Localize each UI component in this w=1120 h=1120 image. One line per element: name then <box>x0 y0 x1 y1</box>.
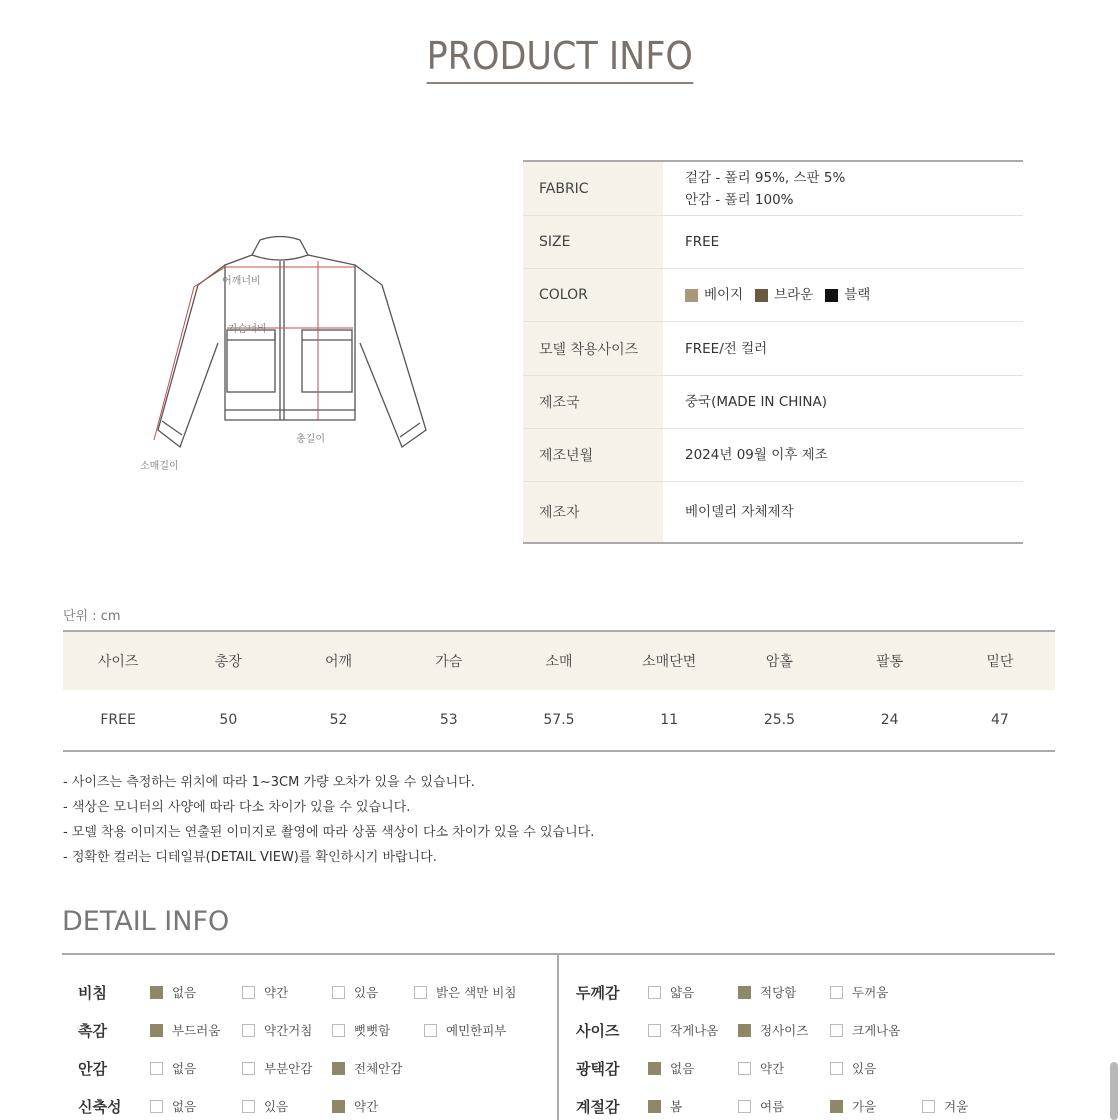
option-label: 부드러움 <box>172 1023 221 1038</box>
info-row-date <box>523 429 1023 482</box>
option-label: 겨울 <box>944 1099 969 1114</box>
option-label: 있음 <box>264 1099 289 1114</box>
option-label: 예민한피부 <box>446 1023 507 1038</box>
detail-key: 계절감 <box>576 1097 620 1116</box>
beige-swatch <box>685 289 698 302</box>
table-cell: 52 <box>329 712 348 728</box>
detail-option <box>830 1059 876 1077</box>
jacket-illustration <box>130 225 440 485</box>
info-value: 중국(MADE IN CHINA) <box>685 394 827 410</box>
info-row-fabric <box>523 162 1023 216</box>
table-cell: 50 <box>219 712 238 728</box>
detail-option <box>648 1021 738 1039</box>
detail-key: 사이즈 <box>576 1021 620 1040</box>
option-label: 봄 <box>670 1099 683 1114</box>
detail-option <box>738 1097 830 1115</box>
checkbox-checked <box>738 1024 751 1037</box>
option-label: 있음 <box>852 1061 877 1076</box>
detail-option <box>648 983 738 1001</box>
option-label: 여름 <box>760 1099 785 1114</box>
color-name: 브라운 <box>774 287 814 303</box>
checkbox-checked <box>738 986 751 999</box>
detail-divider-vertical <box>557 955 559 1120</box>
info-key: 제조년월 <box>523 429 663 481</box>
detail-row-transparency <box>62 982 516 1002</box>
checkbox-empty <box>242 1100 255 1113</box>
detail-key: 촉감 <box>78 1021 107 1040</box>
checkbox-empty <box>738 1062 751 1075</box>
checkbox-empty <box>242 1062 255 1075</box>
info-row-color <box>523 269 1023 322</box>
info-value: FREE <box>685 234 720 250</box>
info-key: 제조자 <box>523 482 663 542</box>
option-label: 없음 <box>172 985 197 1000</box>
option-label: 약간 <box>760 1061 785 1076</box>
header-cell: 사이즈 <box>97 654 139 670</box>
table-cell: 57.5 <box>543 712 575 728</box>
detail-option <box>648 1059 738 1077</box>
checkbox-empty <box>738 1100 751 1113</box>
checkbox-empty <box>332 986 345 999</box>
detail-option <box>738 1059 830 1077</box>
option-label: 약간거침 <box>264 1023 313 1038</box>
detail-option <box>414 983 516 1001</box>
fabric-line: 겉감 - 폴리 95%, 스판 5% <box>685 169 846 186</box>
detail-row-thickness <box>560 982 888 1002</box>
size-notes <box>63 770 594 870</box>
detail-option <box>332 1059 402 1077</box>
header-cell: 밑단 <box>986 654 1014 670</box>
info-key: FABRIC <box>523 162 663 215</box>
note-line: - 색상은 모니터의 사양에 따라 다소 차이가 있을 수 있습니다. <box>63 800 411 815</box>
size-unit: 단위 : cm <box>63 609 121 624</box>
color-name: 블랙 <box>844 287 871 303</box>
detail-option <box>150 1097 242 1115</box>
table-cell: 24 <box>880 712 899 728</box>
checkbox-empty <box>424 1024 437 1037</box>
info-key: COLOR <box>523 269 663 321</box>
detail-info-title: DETAIL INFO <box>62 906 230 937</box>
info-value: 2024년 09월 이후 제조 <box>685 447 828 463</box>
detail-row-season <box>560 1096 968 1116</box>
table-cell: 47 <box>990 712 1009 728</box>
detail-option <box>830 1097 922 1115</box>
option-label: 가을 <box>852 1099 877 1114</box>
page-title <box>0 34 1120 84</box>
detail-option <box>830 983 888 1001</box>
info-key: 모델 착용사이즈 <box>523 322 663 375</box>
table-cell: FREE <box>100 712 136 728</box>
detail-row-elasticity <box>62 1096 378 1116</box>
checkbox-checked <box>150 1024 163 1037</box>
detail-row-gloss <box>560 1058 876 1078</box>
brown-swatch <box>755 289 768 302</box>
detail-option <box>150 1021 242 1039</box>
chest-label: 가슴너비 <box>228 324 267 335</box>
black-swatch <box>825 289 838 302</box>
detail-option <box>648 1097 738 1115</box>
option-label: 정사이즈 <box>760 1023 809 1038</box>
checkbox-checked <box>332 1100 345 1113</box>
checkbox-empty <box>830 1062 843 1075</box>
option-label: 약간 <box>354 1099 379 1114</box>
detail-row-lining <box>62 1058 402 1078</box>
info-row-country <box>523 376 1023 429</box>
detail-option <box>242 1059 332 1077</box>
option-label: 전체안감 <box>354 1061 403 1076</box>
detail-option <box>830 1021 900 1039</box>
checkbox-checked <box>648 1100 661 1113</box>
detail-row-sizing <box>560 1020 900 1040</box>
detail-option <box>242 1021 332 1039</box>
header-cell: 팔통 <box>876 654 904 670</box>
checkbox-empty <box>922 1100 935 1113</box>
detail-option <box>150 983 242 1001</box>
color-swatches <box>685 284 1023 306</box>
checkbox-checked <box>830 1100 843 1113</box>
option-label: 부분안감 <box>264 1061 313 1076</box>
header-cell: 소매단면 <box>642 654 697 670</box>
detail-key: 광택감 <box>576 1059 620 1078</box>
checkbox-checked <box>648 1062 661 1075</box>
detail-key: 신축성 <box>78 1097 122 1116</box>
detail-key: 안감 <box>78 1059 107 1078</box>
checkbox-empty <box>242 986 255 999</box>
detail-option <box>242 1097 332 1115</box>
detail-option <box>332 1097 378 1115</box>
info-value: 베이델리 자체제작 <box>685 504 794 520</box>
note-line: - 사이즈는 측정하는 위치에 따라 1~3CM 가량 오차가 있을 수 있습니다. <box>63 775 475 790</box>
detail-key: 비침 <box>78 983 107 1002</box>
info-value <box>663 162 1023 215</box>
table-cell: 25.5 <box>763 712 795 728</box>
option-label: 크게나옴 <box>852 1023 901 1038</box>
option-label: 약간 <box>264 985 289 1000</box>
info-key: SIZE <box>523 216 663 268</box>
checkbox-empty <box>332 1024 345 1037</box>
table-cell: 11 <box>660 712 679 728</box>
option-label: 두꺼움 <box>852 985 889 1000</box>
checkbox-empty <box>150 1062 163 1075</box>
size-table <box>63 630 1055 752</box>
detail-option <box>332 1021 424 1039</box>
checkbox-empty <box>648 1024 661 1037</box>
header-cell: 총장 <box>214 654 242 670</box>
size-table-header <box>63 632 1055 690</box>
checkbox-empty <box>414 986 427 999</box>
option-label: 없음 <box>670 1061 695 1076</box>
length-label: 총길이 <box>296 434 325 445</box>
header-cell: 어깨 <box>325 654 353 670</box>
info-row-model-size <box>523 322 1023 376</box>
checkbox-checked <box>150 986 163 999</box>
product-info-title: PRODUCT INFO <box>427 34 693 84</box>
detail-row-touch <box>62 1020 506 1040</box>
checkbox-empty <box>648 986 661 999</box>
option-label: 뻣뻣함 <box>354 1023 391 1038</box>
note-line: - 정확한 컬러는 디테일뷰(DETAIL VIEW)를 확인하시기 바랍니다. <box>63 850 437 865</box>
option-label: 없음 <box>172 1061 197 1076</box>
detail-key: 두께감 <box>576 983 620 1002</box>
info-value <box>663 269 1023 321</box>
checkbox-empty <box>830 986 843 999</box>
detail-option <box>424 1021 506 1039</box>
option-label: 없음 <box>172 1099 197 1114</box>
header-cell: 가슴 <box>435 654 463 670</box>
detail-option <box>922 1097 968 1115</box>
jacket-diagram <box>130 225 440 485</box>
option-label: 얇음 <box>670 985 695 1000</box>
fabric-line: 안감 - 폴리 100% <box>685 191 794 208</box>
checkbox-checked <box>332 1062 345 1075</box>
color-name: 베이지 <box>704 287 744 303</box>
option-label: 적당함 <box>760 985 797 1000</box>
header-cell: 암홀 <box>765 654 793 670</box>
note-line: - 모델 착용 이미지는 연출된 이미지로 촬영에 따라 상품 색상이 다소 차이가 있을 수 있습니다. <box>63 825 595 840</box>
detail-option <box>332 983 414 1001</box>
product-info-table <box>523 160 1023 544</box>
table-cell: 53 <box>439 712 458 728</box>
checkbox-empty <box>830 1024 843 1037</box>
scrollbar[interactable] <box>1110 1062 1118 1120</box>
option-label: 있음 <box>354 985 379 1000</box>
checkbox-empty <box>150 1100 163 1113</box>
detail-option <box>738 983 830 1001</box>
option-label: 밝은 색만 비침 <box>436 985 517 1000</box>
checkbox-empty <box>242 1024 255 1037</box>
info-value: FREE/전 컬러 <box>685 340 768 357</box>
detail-option <box>150 1059 242 1077</box>
option-label: 작게나옴 <box>670 1023 719 1038</box>
detail-option <box>738 1021 830 1039</box>
header-cell: 소매 <box>545 654 573 670</box>
shoulder-label: 어깨너비 <box>222 276 261 287</box>
table-row <box>63 690 1055 750</box>
info-key: 제조국 <box>523 376 663 428</box>
info-row-maker <box>523 482 1023 542</box>
info-row-size <box>523 216 1023 269</box>
detail-option <box>242 983 332 1001</box>
sleeve-label: 소매길이 <box>140 461 179 472</box>
